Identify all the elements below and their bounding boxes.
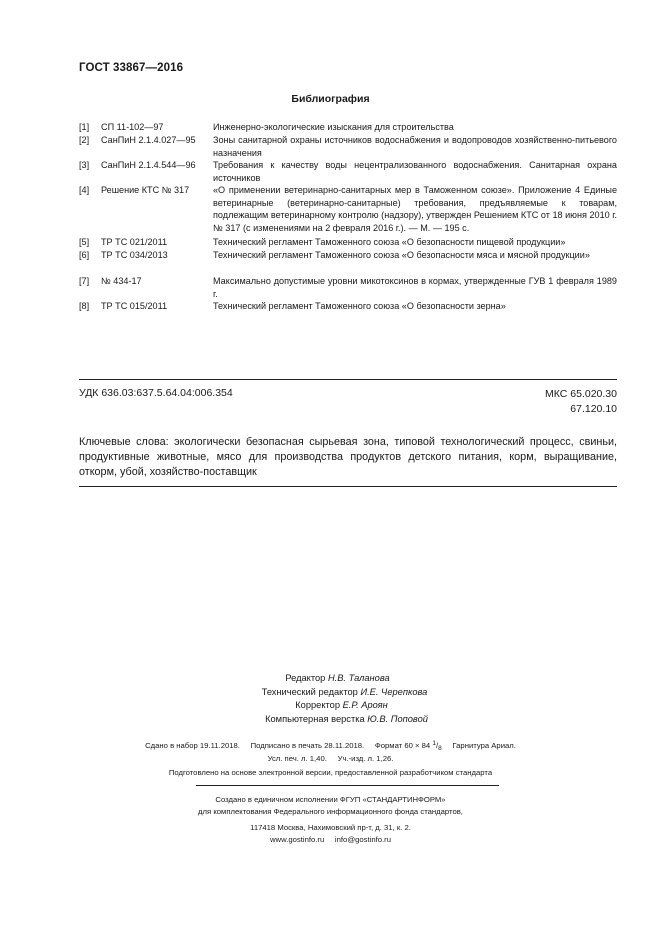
- mks-codes: [545, 387, 617, 417]
- ref-number: [1]: [79, 122, 90, 132]
- print-sheets: Усл. печ. л. 1,40.: [267, 754, 327, 763]
- ref-code: Решение КТС № 317: [101, 185, 190, 195]
- credit-role: Корректор: [295, 700, 341, 711]
- bibliography-item: [79, 134, 617, 159]
- ref-text: Технический регламент Таможенного союза «О безопасности пищевой продукции»: [213, 237, 566, 247]
- ref-text: Технический регламент Таможенного союза «О безопасности зерна»: [213, 301, 506, 311]
- bibliography-item: [79, 249, 617, 262]
- ref-number: [8]: [79, 301, 90, 311]
- ref-code: СП 11-102—97: [101, 122, 164, 132]
- publication-sheets: Уч.-изд. л. 1,26.: [337, 754, 394, 763]
- ref-number: [2]: [79, 135, 90, 145]
- publisher-contacts: [0, 834, 661, 846]
- signed-date: Подписано в печать 28.11.2018.: [250, 741, 365, 750]
- credit-name: И.Е. Черепкова: [360, 686, 428, 697]
- publisher-info: [0, 794, 661, 847]
- ref-code: СанПиН 2.1.4.544—96: [101, 160, 196, 170]
- publisher-line-1: Создано в единичном исполнении ФГУП «СТАНДАРТИНФОРМ»: [215, 795, 446, 804]
- credit-name: Ю.В. Поповой: [367, 713, 428, 724]
- bibliography-item: [79, 236, 617, 249]
- standard-number: ГОСТ 33867—2016: [79, 62, 184, 74]
- credit-layout: [0, 713, 661, 727]
- ref-text: Технический регламент Таможенного союза «О безопасности мяса и мясной продукции»: [213, 250, 590, 260]
- credits: [0, 672, 661, 726]
- imprint-line-1: [0, 740, 661, 752]
- ref-code: ТР ТС 034/2013: [101, 250, 168, 260]
- ref-number: [4]: [79, 185, 90, 195]
- typeface: Гарнитура Ариал.: [452, 741, 516, 750]
- submitted-date: Сдано в набор 19.11.2018.: [145, 741, 240, 750]
- publisher-email[interactable]: info@gostinfo.ru: [334, 835, 392, 845]
- format-denominator: 8: [438, 745, 442, 752]
- credit-corrector: [0, 699, 661, 713]
- publisher-website[interactable]: www.gostinfo.ru: [269, 835, 325, 845]
- credit-role: Компьютерная верстка: [265, 713, 365, 724]
- ref-number: [6]: [79, 250, 90, 260]
- ref-text: Максимально допустимые уровни микотоксинов в кормах, утвержденные ГУВ 1 февраля 1989 г.: [213, 276, 617, 299]
- bibliography-item: [79, 159, 617, 184]
- credit-editor: [0, 672, 661, 686]
- ref-number: [3]: [79, 160, 90, 170]
- credit-role: Технический редактор: [261, 686, 358, 697]
- udk-code: УДК 636.03:637.5.64.04:006.354: [79, 387, 233, 399]
- credit-role: Редактор: [285, 673, 326, 683]
- ref-text: Зоны санитарной охраны источников водоснабжения и водопроводов хозяйственно-питьевого назначения: [213, 135, 617, 158]
- divider: [196, 785, 499, 786]
- mks-code-2: 67.120.10: [570, 403, 617, 415]
- format-numerator: 1: [432, 740, 436, 747]
- prepared-note: Подготовлено на основе электронной версии, предоставленной разработчиком стандарта: [168, 768, 493, 777]
- divider: [79, 379, 617, 380]
- ref-code: СанПиН 2.1.4.027—95: [101, 135, 196, 145]
- bibliography-item: [79, 275, 617, 300]
- ref-code: ТР ТС 015/2011: [101, 301, 168, 311]
- credit-name: Н.В. Таланова: [327, 673, 390, 683]
- ref-text: «О применении ветеринарно-санитарных мер в Таможенном союзе». Приложение 4 Единые ветеринарные (ветеринарно-санитарные) требования, предъявляемые к товарам, подлежащим ветеринарному контролю (надзору), утвержден Решением КТС от 18 июня 2010 г. № 317 (с изменениями на 2 февраля 2016 г.). — М. — 195 с.: [213, 185, 617, 233]
- divider: [79, 486, 617, 487]
- ref-number: [5]: [79, 237, 90, 247]
- credit-name: Е.Р. Ароян: [342, 700, 388, 711]
- bibliography-item: [79, 121, 617, 134]
- ref-text: Инженерно-экологические изыскания для строительства: [213, 122, 454, 132]
- ref-code: № 434-17: [101, 276, 142, 286]
- mks-code-1: МКС 65.020.30: [545, 388, 617, 400]
- bibliography-item: [79, 184, 617, 234]
- bibliography-item: [79, 300, 617, 313]
- bibliography-title: Библиография: [291, 93, 370, 105]
- ref-code: ТР ТС 021/2011: [101, 237, 168, 247]
- imprint-line-2: [0, 754, 661, 763]
- ref-text: Требования к качеству воды нецентрализованного водоснабжения. Санитарная охрана источников: [213, 160, 617, 183]
- credit-tech-editor: [0, 686, 661, 700]
- format-label: Формат 60 × 84: [374, 741, 431, 750]
- ref-number: [7]: [79, 276, 90, 286]
- keywords: Ключевые слова: экологически безопасная сырьевая зона, типовой технологический процесс, свиньи, продуктивные животные, мясо для производства продуктов детского питания, корм, выращивание, откорм, убой, хозяйство-поставщик: [79, 436, 617, 479]
- publisher-address: 117418 Москва, Нахимовский пр-т, д. 31, к. 2.: [250, 822, 411, 832]
- publisher-line-2: для комплектования Федерального информационного фонда стандартов,: [198, 807, 463, 817]
- format: Формат 60 × 84 $^1/_8$: [374, 740, 442, 752]
